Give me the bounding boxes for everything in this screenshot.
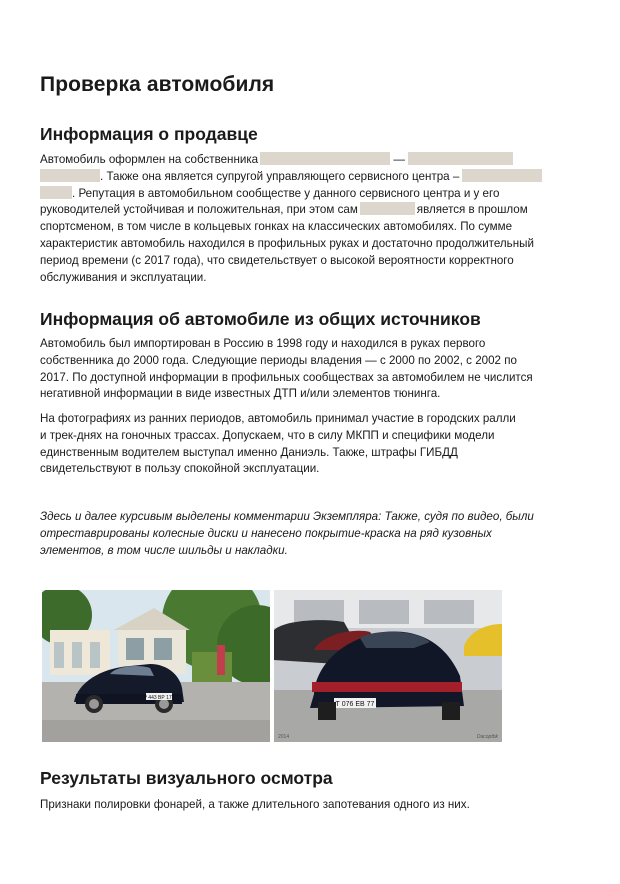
right-photo-caption-right: Dacoptbk [476,734,498,740]
text-line: Автомобиль был импортирован в Россию в 1998 году и находился в руках первого [40,337,486,350]
text-line: негативной информации в виде известных ДТП и/или элементов тюнинга. [40,387,441,401]
editor-note [40,509,580,559]
text-line: 2017. По доступной информации в профильных сообществах за автомобилем не числится [40,370,533,384]
car-photo-left [42,590,270,742]
seller-text: Автомобиль оформлен на собственника [40,153,259,166]
seller-line: спортсменом, в том числе в кольцевых гонках на классических автомобилях. По сумме [40,220,513,234]
text-line: свидетельствуют в пользу спокойной эксплуатации. [40,462,320,476]
car-photo-right [274,590,502,742]
inspection-heading: Результаты визуального осмотра [40,768,333,788]
seller-text: . Репутация в автомобильном сообществе у данного сервисного центра и у его [72,186,500,200]
redacted-text [40,186,72,199]
car-photo-right-image [274,590,502,742]
seller-text: руководителей устойчивая и положительная, при этом сам [40,203,358,217]
seller-line [40,169,580,186]
seller-line: обслуживания и эксплуатации. [40,270,207,284]
seller-line [40,186,580,203]
text-line: единственным водителем выступал именно Даниэль. Также, штрафы ГИБДД [40,445,458,459]
text-line: и трек-днях на гоночных трассах. Допускаем, что в силу МКПП и специфики модели [40,428,495,442]
redacted-text [360,202,415,215]
seller-line [40,202,580,219]
redacted-owner-name [260,152,390,165]
inspection-paragraph [40,797,580,814]
car-photo-left-image [42,590,270,742]
redacted-text [40,169,100,182]
text-line: собственника до 2000 года. Следующие периоды владения — с 2000 по 2002, с 2002 по [40,353,517,367]
right-photo-caption-left: 2014 [278,734,290,740]
seller-line [40,152,580,169]
page-title: Проверка автомобиля [40,73,275,96]
seller-heading: Информация о продавце [40,124,258,144]
seller-line: период времени (с 2017 года), что свидетельствует о высокой вероятности корректного [40,253,514,267]
sources-paragraph-2 [40,411,580,478]
sources-heading: Информация об автомобиле из общих источников [40,309,481,329]
text-line: Здесь и далее курсивым выделены комментарии Экземпляра: Также, судя по видео, были [40,510,534,523]
seller-text: является в прошлом [416,203,528,217]
seller-text: — [390,153,409,166]
redacted-manager-name [462,169,542,182]
text-line: элементов, в том числе шильды и накладки. [40,543,288,557]
sources-paragraph-1 [40,336,580,403]
right-plate-text: Т 076 ЕВ 77 [335,701,375,708]
seller-text: . Также она является супругой управляющего сервисного центра – [100,169,460,183]
seller-line: характеристик автомобиль находился в профильных руках и достаточно продолжительный [40,236,534,250]
redacted-text [408,152,513,165]
text-line: отреставрированы колесные диски и нанесено покрытие-краска на ряд кузовных [40,526,492,540]
left-plate-text: Р 443 ВР 177 [143,695,175,701]
seller-paragraph [40,152,580,286]
text-line: Признаки полировки фонарей, а также длительного запотевания одного из них. [40,798,470,811]
text-line: На фотографиях из ранних периодов, автомобиль принимал участие в городских ралли [40,412,516,425]
